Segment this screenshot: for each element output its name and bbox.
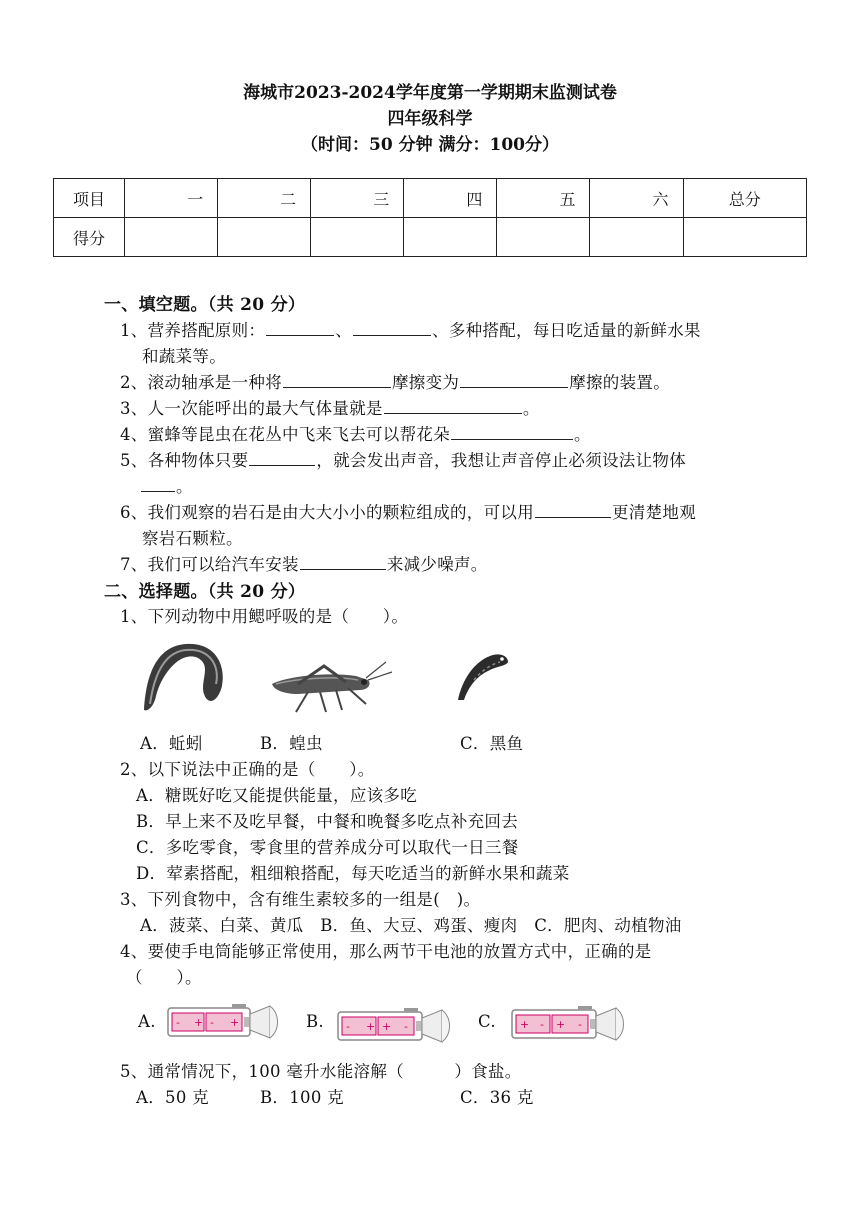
svg-text:+: +	[520, 1018, 530, 1031]
q1-option-b[interactable]: B．蝗虫	[260, 734, 323, 753]
q7-text-a: 7、我们可以给汽车安装	[120, 555, 299, 574]
svg-text:-: -	[346, 1020, 350, 1033]
answer-blank[interactable]	[249, 449, 315, 466]
q5-text-c: 。	[176, 477, 193, 496]
fill-question-3	[120, 395, 540, 419]
q1-text-a: 1、营养搭配原则：	[120, 321, 266, 340]
q3-text-a: 3、人一次能呼出的最大气体量就是	[120, 399, 383, 418]
earthworm-icon	[138, 636, 234, 718]
q1-text-b: 、	[335, 321, 353, 340]
q3-options[interactable]: A．菠菜、白菜、黄瓜 B．鱼、大豆、鸡蛋、瘦肉 C．肥肉、动植物油	[140, 916, 682, 935]
choice-question-4: 4、要使手电筒能够正常使用，那么两节干电池的放置方式中，正确的是	[120, 942, 652, 961]
score-cell[interactable]	[218, 218, 311, 257]
answer-blank[interactable]	[283, 371, 391, 388]
section2-heading: 二、选择题。（共 20 分）	[104, 582, 306, 602]
q6-text-a: 6、我们观察的岩石是由大大小小的颗粒组成的，可以用	[120, 503, 534, 522]
answer-blank[interactable]	[266, 319, 334, 336]
svg-text:+: +	[366, 1020, 376, 1033]
score-cell[interactable]	[404, 218, 497, 257]
score-col-2: 二	[218, 179, 311, 218]
answer-blank[interactable]	[353, 319, 431, 336]
exam-subject: 四年级科学	[387, 109, 473, 129]
q2-text-b: 摩擦变为	[392, 373, 460, 392]
q4-text-b: 。	[574, 425, 591, 444]
q3-text-b: 。	[522, 399, 540, 418]
q4-text-a: 4、蜜蜂等昆虫在花丛中飞来飞去可以帮花朵	[120, 425, 450, 444]
fill-question-4	[120, 421, 591, 445]
fish-icon	[454, 644, 512, 704]
choice-question-5: 5、通常情况下，100 毫升水能溶解（ ）食盐。	[120, 1062, 522, 1081]
choice-question-4-cont: （ ）。	[126, 968, 202, 987]
svg-text:+: +	[194, 1016, 204, 1029]
fill-question-7	[120, 551, 488, 575]
grasshopper-icon	[268, 654, 394, 716]
answer-blank[interactable]	[141, 475, 175, 492]
score-col-1: 一	[125, 179, 218, 218]
flashlight-c-icon[interactable]	[510, 1004, 630, 1044]
q2-option-d[interactable]: D．荤素搭配，粗细粮搭配，每天吃适当的新鲜水果和蔬菜	[136, 864, 570, 883]
q5-option-b[interactable]: B．100 克	[260, 1088, 344, 1107]
q1-text-c: 、多种搭配，每日吃适量的新鲜水果	[432, 321, 701, 340]
q2-option-b[interactable]: B．早上来不及吃早餐，中餐和晚餐多吃点补充回去	[136, 812, 519, 831]
fill-question-2	[120, 369, 670, 393]
score-table	[53, 178, 807, 257]
fill-question-1	[120, 317, 701, 341]
flashlight-a-icon[interactable]	[166, 1002, 284, 1042]
q2-option-c[interactable]: C．多吃零食，零食里的营养成分可以取代一日三餐	[136, 838, 519, 857]
exam-info: （时间：50 分钟 满分：100分）	[301, 135, 559, 155]
fill-question-6	[120, 499, 696, 523]
score-cell[interactable]	[683, 218, 806, 257]
choice-question-2: 2、以下说法中正确的是（ ）。	[120, 760, 375, 779]
q1-option-c[interactable]: C．黑鱼	[460, 734, 524, 753]
svg-text:+: +	[382, 1020, 392, 1033]
answer-blank[interactable]	[460, 371, 568, 388]
svg-text:-: -	[540, 1018, 544, 1031]
q4-option-a-label[interactable]: A.	[138, 1012, 156, 1031]
svg-text:-: -	[404, 1020, 408, 1033]
q2-text-a: 2、滚动轴承是一种将	[120, 373, 282, 392]
flashlight-b-icon[interactable]	[336, 1006, 456, 1046]
q5-text-b: ，就会发出声音，我想让声音停止必须设法让物体	[316, 451, 687, 470]
q4-option-c-label[interactable]: C.	[478, 1012, 496, 1031]
svg-text:-: -	[578, 1018, 582, 1031]
score-row-label: 得分	[54, 218, 125, 257]
score-table-header-row	[54, 179, 807, 218]
q1-option-a[interactable]: A．蚯蚓	[140, 734, 203, 753]
score-col-5: 五	[497, 179, 590, 218]
answer-blank[interactable]	[451, 423, 573, 440]
score-cell[interactable]	[125, 218, 218, 257]
q5-option-a[interactable]: A．50 克	[136, 1088, 209, 1107]
section1-heading: 一、填空题。（共 20 分）	[104, 295, 306, 315]
choice-question-3: 3、下列食物中，含有维生素较多的一组是( )。	[120, 890, 481, 909]
exam-title: 海城市2023-2024学年度第一学期期末监测试卷	[243, 83, 617, 103]
score-table-score-row	[54, 218, 807, 257]
score-cell[interactable]	[311, 218, 404, 257]
q1-text-d: 和蔬菜等。	[142, 347, 226, 366]
answer-blank[interactable]	[535, 501, 611, 518]
answer-blank[interactable]	[300, 553, 386, 570]
answer-blank[interactable]	[384, 397, 522, 414]
q5-text-a: 5、各种物体只要	[120, 451, 249, 470]
score-cell[interactable]	[497, 218, 590, 257]
score-col-4: 四	[404, 179, 497, 218]
svg-text:-: -	[210, 1016, 214, 1029]
score-col-6: 六	[590, 179, 683, 218]
score-col-total: 总分	[683, 179, 806, 218]
svg-text:+: +	[556, 1018, 566, 1031]
svg-text:+: +	[230, 1016, 240, 1029]
score-col-item: 项目	[54, 179, 125, 218]
q2-text-c: 摩擦的装置。	[569, 373, 671, 392]
fill-question-5-cont	[140, 473, 193, 497]
q5-option-c[interactable]: C．36 克	[460, 1088, 534, 1107]
score-col-3: 三	[311, 179, 404, 218]
score-cell[interactable]	[590, 218, 683, 257]
svg-text:-: -	[176, 1016, 180, 1029]
q6-text-b: 更清楚地观	[612, 503, 696, 522]
q6-text-c: 察岩石颗粒。	[142, 529, 243, 548]
fill-question-5	[120, 447, 686, 471]
q4-option-b-label[interactable]: B.	[306, 1012, 324, 1031]
q7-text-b: 来减少噪声。	[386, 555, 488, 574]
q2-option-a[interactable]: A．糖既好吃又能提供能量，应该多吃	[136, 786, 418, 805]
choice-question-1: 1、下列动物中用鳃呼吸的是（ ）。	[120, 607, 409, 626]
